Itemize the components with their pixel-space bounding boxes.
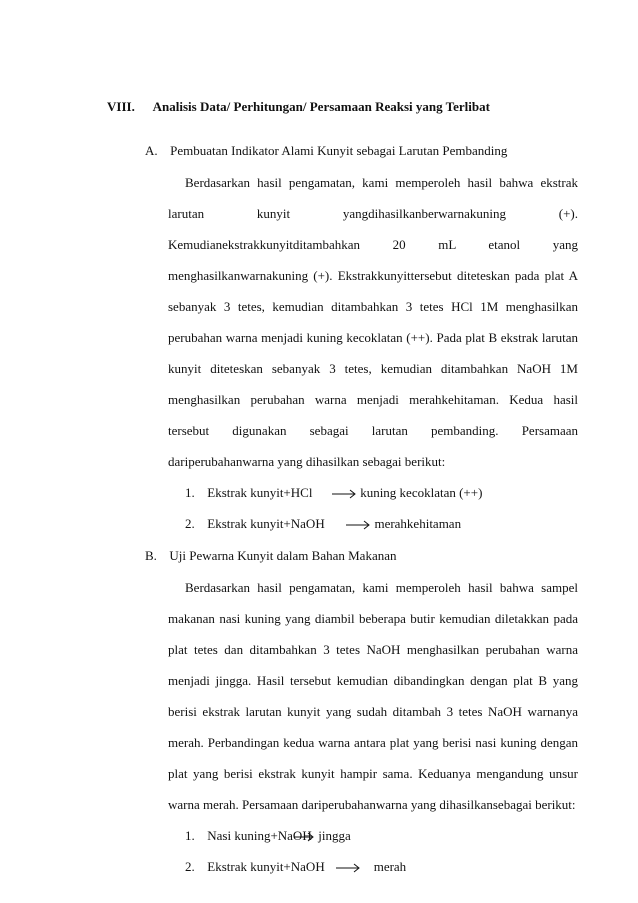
equation-product: jingga <box>318 828 351 843</box>
paragraph-line: menghasilkan perubahan warna menjadi merahkehitaman. Kedua hasil <box>168 392 578 407</box>
paragraph-line: plat yang berisi ekstrak kunyit hampir sama. Keduanya mengandung unsur <box>168 766 578 781</box>
paragraph-line: makanan nasi kuning yang diambil beberapa butir kemudian diletakkan pada <box>168 611 578 626</box>
subsection-a-marker: A. <box>145 143 158 158</box>
subsection-b-title-text: Uji Pewarna Kunyit dalam Bahan Makanan <box>169 548 397 563</box>
equation-item <box>185 516 461 532</box>
paragraph-line: merah. Perbandingan kedua warna antara plat yang berisi nasi kuning dengan <box>168 735 578 750</box>
right-arrow-icon <box>335 863 361 873</box>
paragraph-line: menghasilkanwarnakuning (+). Ekstrakkunyittersebut diteteskan pada plat A <box>168 268 578 283</box>
equation-item <box>185 828 351 844</box>
equation-item <box>185 485 482 501</box>
equation-product: merahkehitaman <box>374 516 462 531</box>
paragraph-line: Kemudianekstrakkunyitditambahkan 20 mL etanol yang <box>168 237 578 252</box>
subsection-b-marker: B. <box>145 548 157 563</box>
right-arrow-icon <box>331 489 357 499</box>
equation-number: 1. <box>185 485 195 500</box>
right-arrow-icon <box>293 832 315 842</box>
heading-number: VIII. <box>107 99 135 114</box>
equation-product: merah <box>373 859 407 874</box>
paragraph-line: perubahan warna menjadi kuning kecoklatan (++). Pada plat B ekstrak larutan <box>168 330 578 345</box>
paragraph-line: larutan kunyit yangdihasilkanberwarnakuning (+). <box>168 206 578 221</box>
subsection-a-title <box>145 143 507 159</box>
subsection-a-title-text: Pembuatan Indikator Alami Kunyit sebagai Larutan Pembanding <box>170 143 508 158</box>
equation-product: kuning kecoklatan (++) <box>360 485 483 500</box>
section-heading <box>107 99 490 115</box>
equation-item <box>185 859 406 875</box>
subsection-b-title <box>145 548 397 564</box>
paragraph-line: sebanyak 3 tetes, kemudian ditambahkan 3 tetes HCl 1M menghasilkan <box>168 299 578 314</box>
paragraph-line: berisi ekstrak larutan kunyit yang sudah ditambah 3 tetes NaOH warnanya <box>168 704 578 719</box>
paragraph-line: tersebut digunakan sebagai larutan pembanding. Persamaan <box>168 423 578 438</box>
equation-reactants: Ekstrak kunyit+HCl <box>207 485 313 500</box>
paragraph-line: plat tetes dan ditambahkan 3 tetes NaOH menghasilkan perubahan warna <box>168 642 578 657</box>
paragraph-line: dariperubahanwarna yang dihasilkan sebagai berikut: <box>168 454 446 469</box>
equation-reactants: Nasi kuning+NaOH <box>207 828 312 843</box>
equation-number: 1. <box>185 828 195 843</box>
paragraph-line: Berdasarkan hasil pengamatan, kami memperoleh hasil bahwa ekstrak <box>185 175 578 190</box>
equation-number: 2. <box>185 516 195 531</box>
equation-reactants: Ekstrak kunyit+NaOH <box>207 859 325 874</box>
equation-reactants: Ekstrak kunyit+NaOH <box>207 516 325 531</box>
heading-title: Analisis Data/ Perhitungan/ Persamaan Reaksi yang Terlibat <box>152 99 490 114</box>
paragraph-line: menjadi jingga. Hasil tersebut kemudian dibandingkan dengan plat B yang <box>168 673 578 688</box>
equation-number: 2. <box>185 859 195 874</box>
paragraph-line: Berdasarkan hasil pengamatan, kami memperoleh hasil bahwa sampel <box>185 580 578 595</box>
paragraph-line: warna merah. Persamaan dariperubahanwarna yang dihasilkansebagai berikut: <box>168 797 576 812</box>
paragraph-line: kunyit diteteskan sebanyak 3 tetes, kemudian ditambahkan NaOH 1M <box>168 361 578 376</box>
right-arrow-icon <box>345 520 371 530</box>
